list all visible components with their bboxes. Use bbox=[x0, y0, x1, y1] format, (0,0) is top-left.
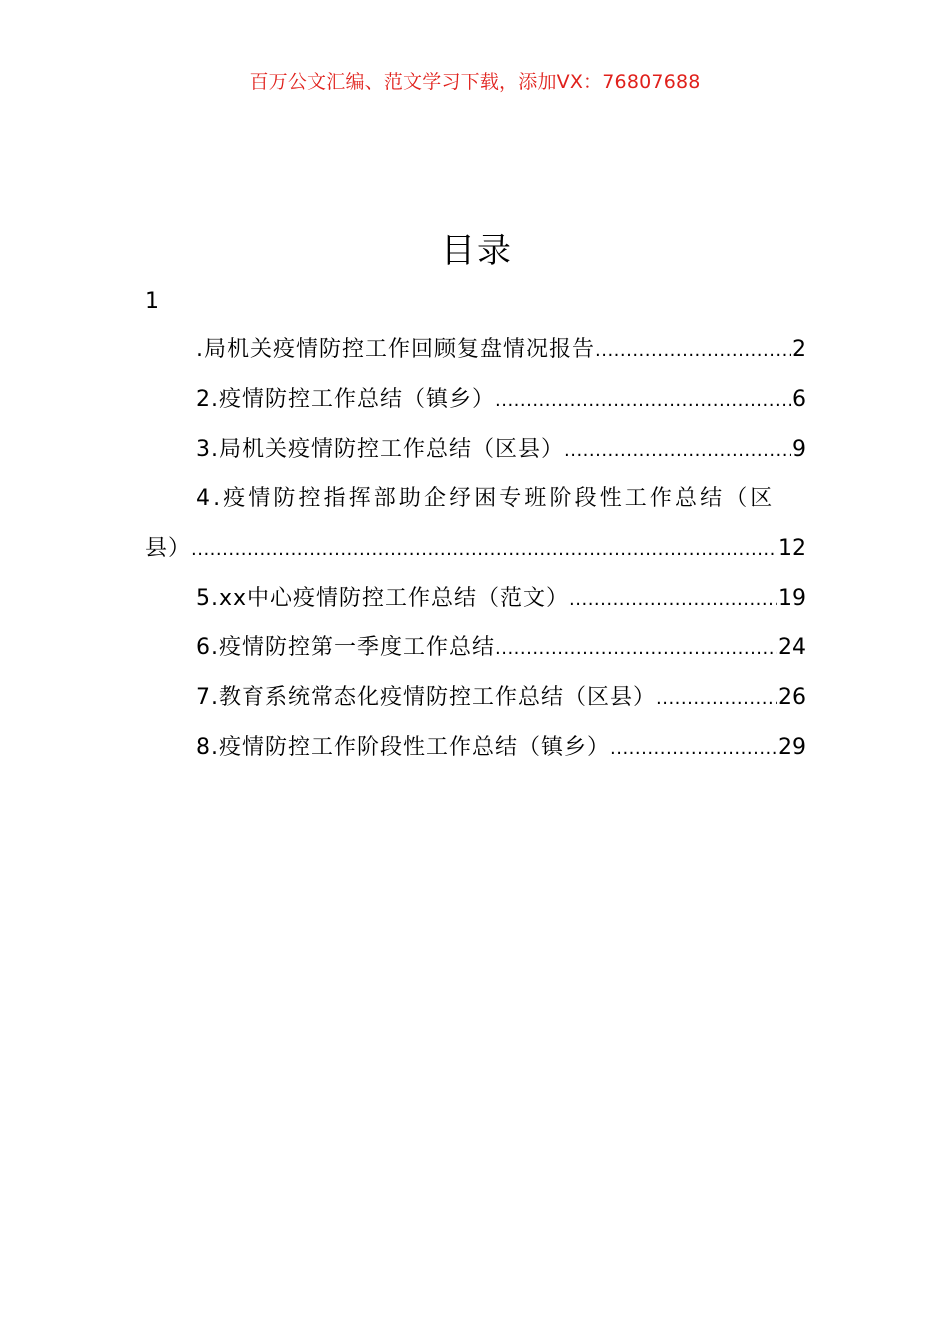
toc-leader-dots bbox=[610, 732, 777, 765]
toc-entry-5[interactable] bbox=[196, 582, 806, 616]
toc-entry-6[interactable] bbox=[196, 631, 806, 665]
header-watermark-note: 百万公文汇编、范文学习下载，添加VX：76807688 bbox=[249, 71, 701, 93]
toc-entry-label: 7.教育系统常态化疫情防控工作总结（区县） bbox=[196, 685, 656, 710]
toc-entry-label: 5.xx中心疫情防控工作总结（范文） bbox=[196, 586, 570, 611]
toc-entry-page: 19 bbox=[778, 586, 806, 611]
toc-entry-label: 县） bbox=[145, 536, 192, 561]
toc-leader-dots bbox=[569, 583, 777, 616]
toc-entry-label: .局机关疫情防控工作回顾复盘情况报告 bbox=[196, 337, 595, 362]
toc-entry-label: 8.疫情防控工作阶段性工作总结（镇乡） bbox=[196, 735, 610, 760]
toc-leader-dots bbox=[191, 533, 777, 566]
toc-entry-4-line2[interactable] bbox=[145, 532, 806, 566]
toc-entry-page: 6 bbox=[792, 387, 806, 412]
toc-entry-page: 12 bbox=[778, 536, 806, 561]
toc-entry-page: 26 bbox=[778, 685, 806, 710]
toc-entry-1[interactable] bbox=[196, 333, 806, 367]
toc-entry-4-line1[interactable]: 4.疫情防控指挥部助企纾困专班阶段性工作总结（区 bbox=[196, 486, 776, 511]
toc-entry-2[interactable] bbox=[196, 383, 806, 417]
toc-prefix-number: 1 bbox=[145, 289, 159, 314]
toc-entry-label: 2.疫情防控工作总结（镇乡） bbox=[196, 387, 495, 412]
toc-leader-dots bbox=[495, 384, 791, 417]
toc-entry-3[interactable] bbox=[196, 433, 806, 467]
toc-leader-dots bbox=[656, 682, 777, 715]
toc-entry-page: 9 bbox=[792, 437, 806, 462]
toc-entry-7[interactable] bbox=[196, 681, 806, 715]
toc-entry-page: 24 bbox=[778, 635, 806, 660]
toc-entry-label: 6.疫情防控第一季度工作总结 bbox=[196, 635, 495, 660]
toc-entry-8[interactable] bbox=[196, 731, 806, 765]
toc-title: 目录 bbox=[441, 231, 513, 271]
toc-entry-page: 2 bbox=[792, 337, 806, 362]
toc-leader-dots bbox=[595, 334, 791, 367]
toc-leader-dots bbox=[564, 434, 791, 467]
toc-leader-dots bbox=[495, 632, 777, 665]
toc-entry-label: 3.局机关疫情防控工作总结（区县） bbox=[196, 437, 564, 462]
toc-entry-page: 29 bbox=[778, 735, 806, 760]
